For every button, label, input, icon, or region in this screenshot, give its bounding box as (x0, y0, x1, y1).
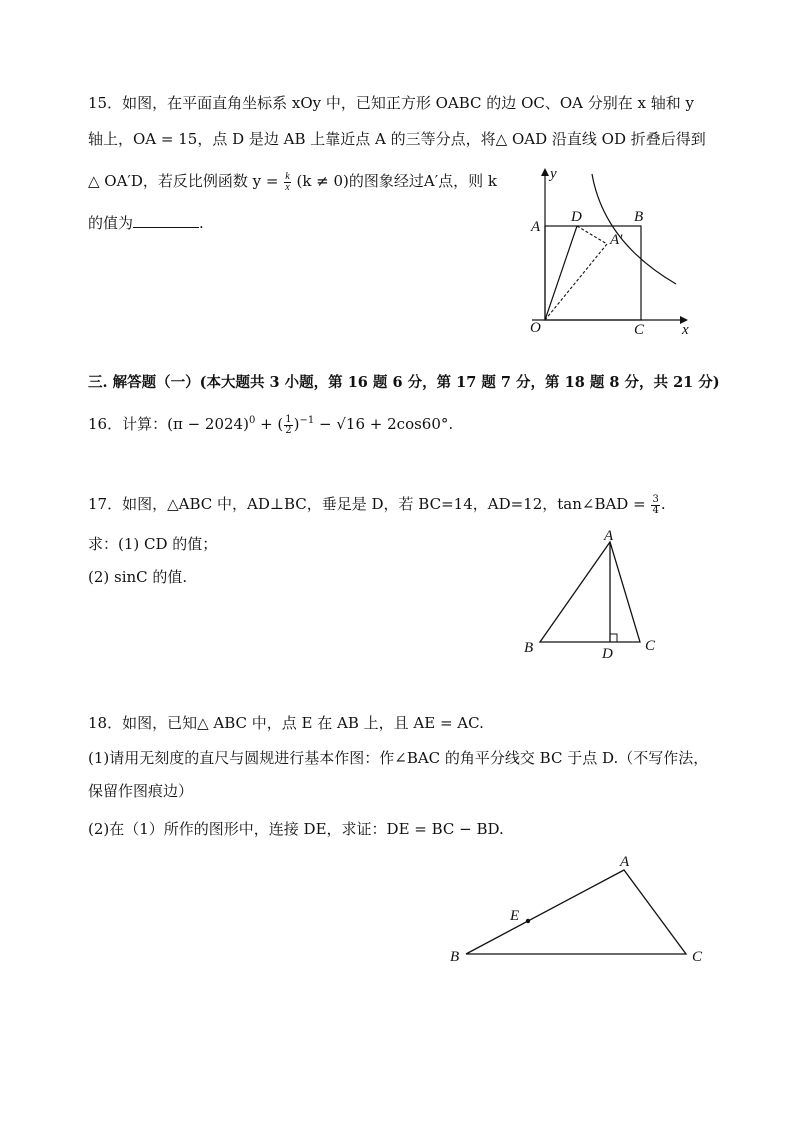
q18-line4: (2)在（1）所作的图形中，连接 DE，求证：DE = BC − BD. (88, 820, 504, 838)
label-c: C (692, 949, 703, 965)
q15-line4-end: . (199, 214, 204, 232)
q16-line: 16．计算：$(\pi - 2024)^0$ + ( $\frac{1}{2}$ )$^{-1}$ − √16 + 2cos60°. (88, 413, 454, 436)
label-e: E (510, 908, 520, 924)
q17-line1-text: 17．如图，△ABC 中，AD⊥BC，垂足是 D，若 BC=14，AD=12，tan∠BAD = (88, 495, 646, 513)
q18-figure (444, 846, 714, 966)
q16-plus: + (255, 415, 278, 433)
q15-line2: 轴上，OA = 15，点 D 是边 AB 上靠近点 A 的三等分点，将△ OAD 沿直线 OD 折叠后得到 (88, 130, 706, 148)
q16-prefix: 16．计算：(π − 2024) (88, 415, 249, 433)
q17-fraction (651, 495, 659, 516)
segment-da-prime (577, 226, 607, 244)
q17-line1 (88, 493, 666, 516)
q15-frac-num: k (285, 170, 290, 182)
answer-blank (133, 213, 199, 228)
label-b: B (450, 949, 460, 965)
segment-oa-prime (545, 244, 607, 320)
q16-frac-den: 2 (285, 424, 292, 436)
label-x: x (682, 322, 689, 338)
point-e (526, 919, 530, 923)
segment-od (545, 226, 577, 320)
q17-line1-end: . (660, 495, 666, 513)
q18-line3: 保留作图痕边） (88, 782, 194, 800)
label-c: C (645, 638, 656, 654)
label-a: A (620, 854, 630, 870)
q17-figure (520, 528, 670, 663)
label-b: B (634, 209, 644, 225)
q15-fraction (284, 172, 290, 193)
section-3-heading: 三. 解答题（一）(本大题共 3 小题，第 16 题 6 分，第 17 题 7 分，第 18 题 8 分，共 21 分) (88, 374, 720, 391)
triangle-abc (540, 542, 640, 642)
q16-fraction (284, 415, 292, 436)
q16-rest: − √16 + 2cos60°. (314, 415, 454, 433)
q18-line1: 18．如图，已知△ ABC 中，点 E 在 AB 上，且 AE = AC. (88, 714, 484, 732)
q16-exp-zero: 0 (248, 415, 256, 426)
q17-line3: (2) sinC 的值. (88, 568, 188, 586)
q15-figure (522, 162, 702, 342)
q17-frac-den: 4 (652, 504, 659, 516)
q15-line3-text-a: △ OA′D，若反比例函数 y = (88, 172, 279, 190)
label-d: D (571, 209, 582, 225)
y-axis-arrow (541, 168, 549, 176)
right-angle-mark (610, 634, 617, 642)
q15-line3-text-b: (k ≠ 0)的图象经过A′点，则 k (296, 172, 498, 190)
label-a: A (531, 219, 541, 235)
q15-line4-text: 的值为 (88, 214, 134, 232)
square-oabc (545, 226, 641, 320)
q17-frac-num: 3 (652, 493, 659, 505)
q15-line1: 15．如图，在平面直角坐标系 xOy 中，已知正方形 OABC 的边 OC、OA 分别在 x 轴和 y (88, 94, 694, 112)
label-a: A (604, 528, 614, 544)
label-o: O (530, 320, 541, 336)
label-a-prime: A′ (610, 232, 623, 248)
label-c: C (634, 322, 645, 338)
triangle-abc (466, 870, 686, 954)
q18-line2: (1)请用无刻度的直尺与圆规进行基本作图：作∠BAC 的角平分线交 BC 于点 D.（不写作法， (88, 749, 709, 767)
q15-line3 (88, 170, 497, 193)
hyperbola-curve (592, 174, 676, 284)
q16-frac-num: 1 (285, 413, 292, 425)
q15-line4 (88, 212, 204, 234)
q17-line2: 求：(1) CD 的值； (88, 535, 218, 553)
label-y: y (550, 166, 557, 182)
q16-exp-neg1: −1 (299, 415, 315, 426)
label-d: D (602, 646, 613, 662)
q15-frac-den: x (285, 181, 290, 193)
label-b: B (524, 640, 534, 656)
